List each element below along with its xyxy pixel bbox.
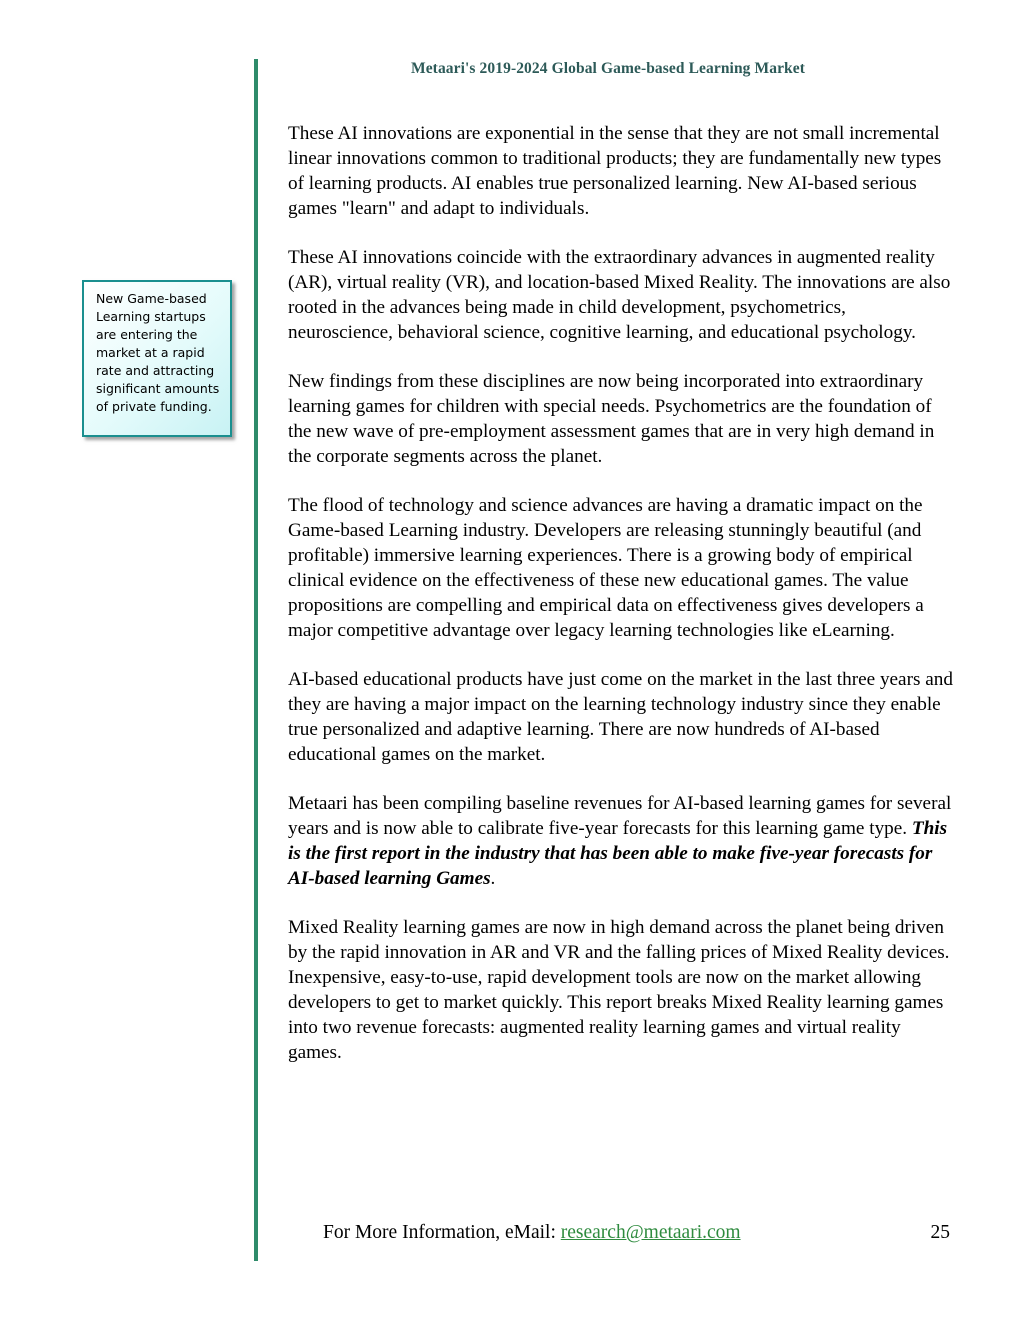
paragraph: These AI innovations are exponential in the sense that they are not small incremental linear innovations common to traditional products; they are fundamentally new types of learning products. AI enables true personalized learning. New AI-based serious games "learn" and adapt to individuals. — [288, 123, 942, 219]
paragraph: AI-based educational products have just come on the market in the last three years and they are having a major impact on the learning technology industry since they enable true personalized and adaptive learning. There are now hundreds of AI-based educational games on the market. — [288, 669, 953, 765]
forecast-lead: Metaari has been compiling baseline revenues for AI-based learning games for several years and is now able to calibrate five-year forecasts for this learning game type. — [288, 793, 952, 839]
forecast-paragraph — [288, 791, 953, 891]
body-text — [288, 121, 953, 1089]
footer — [323, 1220, 741, 1245]
sidebar-callout: New Game-based Learning startups are entering the market at a rapid rate and attracting significant amounts of private funding. — [82, 280, 232, 437]
forecast-end: . — [490, 868, 496, 889]
page-header-title: Metaari's 2019-2024 Global Game-based Learning Market — [410, 60, 806, 77]
margin-rule — [254, 59, 258, 1261]
paragraph: New findings from these disciplines are now being incorporated into extraordinary learning games for children with special needs. Psychometrics are the foundation of the new wave of pre-employment assessment games that are in very high demand in the corporate segments across the planet. — [288, 371, 935, 467]
page-number: 25 — [930, 1222, 950, 1243]
footer-label: For More Information, eMail: — [323, 1222, 561, 1243]
paragraph: These AI innovations coincide with the extraordinary advances in augmented reality (AR), virtual reality (VR), and location-based Mixed Reality. The innovations are also rooted in the advances being made in child development, psychometrics, neuroscience, behavioral science, cognitive learning, and educational psychology. — [288, 247, 951, 343]
forecast-emphasis: This is the first report in the industry that has been able to make five-year forecasts for AI-based learning Games — [288, 818, 948, 889]
paragraph: Mixed Reality learning games are now in high demand across the planet being driven by the rapid innovation in AR and VR and the falling prices of Mixed Reality devices. Inexpensive, easy-to-use, rapid development tools are now on the market allowing developers to get to market quickly. This report breaks Mixed Reality learning games into two revenue forecasts: augmented reality learning games and virtual reality games. — [288, 917, 950, 1063]
email-link[interactable]: research@metaari.com — [560, 1222, 741, 1243]
paragraph: The flood of technology and science advances are having a dramatic impact on the Game-based Learning industry. Developers are releasing stunningly beautiful (and profitable) immersive learning experiences. There is a growing body of empirical clinical evidence on the effectiveness of these new educational games. The value propositions are compelling and empirical data on effectiveness gives developers a major competitive advantage over legacy learning technologies like eLearning. — [288, 495, 924, 641]
